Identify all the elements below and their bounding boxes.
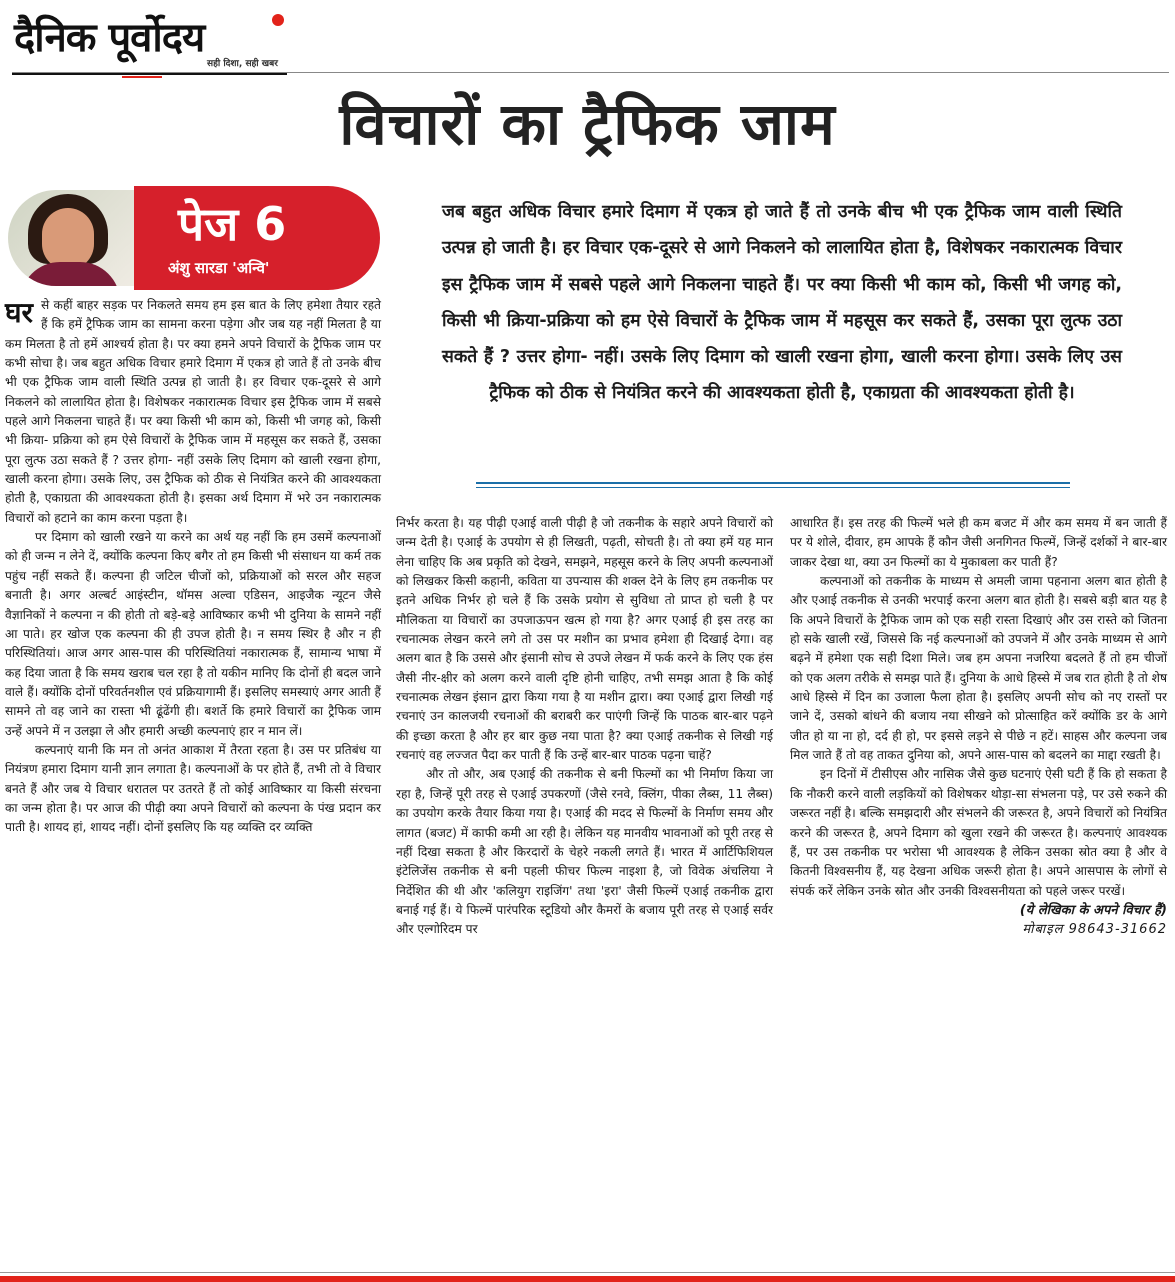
paragraph: घर से कहीं बाहर सड़क पर निकलते समय हम इस बात के लिए हमेशा तैयार रहते हैं कि हमें ट्रैफिक जाम का सामना करना पड़ेगा और जब यह नहीं मिलता है या कम मिलता है तो हमें आश्चर्य होता है। पर क्या हमने अपने विचारों के ट्रैफिक जाम पर कभी सोचा है। जब बहुत अधिक विचार हमारे दिमाग में एकत्र हो जाते हैं तो उनके बीच भी एक ट्रैफिक जाम वाली स्थिति उत्पन्न हो जाती है। हर विचार एक-दूसरे से आगे निकलने को लालायित होता है। विशेषकर नकारात्मक विचार इस ट्रैफिक जाम में सबसे पहले आगे निकलना चाहते हैं। पर क्या किसी भी काम को, किसी भी जगह को, किसी भी क्रिया- प्रक्रिया को हम ऐसे विचारों के ट्रैफिक जाम में महसूस कर सकते हैं, उसका पूरा लुत्फ उठा सकते हैं ? उत्तर होगा- नहीं उसके लिए दिमाग को खाली रखना होगा, खाली करना होगा। उसके लिए, उस ट्रैफिक को ठीक से नियंत्रित करने की आवश्यकता होती है, एकाग्रता की आवश्यकता होती है। इसका अर्थ दिमाग में भरे उन नकारात्मक विचारों को हटाने का काम करना पड़ता है। [5, 296, 381, 525]
paragraph: इन दिनों में टीसीएस और नासिक जैसे कुछ घटनाएं ऐसी घटी हैं कि हो सकता है कि नौकरी करने वाली लड़कियों को विशेषकर थोड़ा-सा संभलना पड़े, पर उसे रुकने की जरूरत नहीं है। बल्कि समझदारी और संभलने की जरूरत है, अपने विचारों को नियंत्रित करने की जरूरत है, अपने दिमाग को खुला रखने की जरूरत है। कल्पनाएं आवश्यक हैं, पर उस तकनीक पर भरोसा भी आवश्यक है लेकिन उसका स्रोत क्या है और वे कितनी विश्वसनीय हैं, यह देखना अधिक जरूरी होता है। अपने आसपास के लोगों से संपर्क करें लेकिन उनके स्रोत और उनकी विश्वसनीयता को पहले जरूर परखें। [790, 767, 1167, 898]
author-mobile: मोबाइल 98643-31662 [1022, 922, 1167, 938]
author-name: अंशु सारडा 'अन्वि' [168, 259, 270, 277]
page-label: पेज 6 [178, 197, 287, 251]
top-divider [12, 72, 1169, 73]
intro-paragraph: जब बहुत अधिक विचार हमारे दिमाग में एकत्र हो जाते हैं तो उनके बीच भी एक ट्रैफिक जाम वाली स्थिति उत्पन्न हो जाती है। हर विचार एक-दूसरे से आगे निकलने को लालायित होता है, विशेषकर नकारात्मक विचार इस ट्रैफिक जाम में सबसे पहले आगे निकलना चाहते हैं। पर क्या किसी भी काम को, किसी भी जगह को, किसी भी क्रिया-प्रक्रिया को हम ऐसे विचारों के ट्रैफिक जाम में महसूस कर सकते हैं, उसका पूरा लुत्फ उठा सकते हैं ? उत्तर होगा- नहीं। उसके लिए दिमाग को खाली रखना होगा, खाली करना होगा। उसके लिए उस ट्रैफिक को ठीक से नियंत्रित करने की आवश्यकता होती है, एकाग्रता की आवश्यकता होती है। [442, 202, 1122, 404]
paragraph: कल्पनाओं को तकनीक के माध्यम से अमली जामा पहनाना अलग बात होती है और एआई तकनीक से उनकी भरपाई करना अलग बात होती है। सबसे बड़ी बात यह है कि अपने विचारों के ट्रैफिक जाम को एक सही रास्ता दिखाएं और उस रास्ते को जितना हो सके खाली रखें, जिससे कि नई कल्पनाओं को उपजने में और उनके माध्यम से आगे बढ़ने में हमेशा एक सही दिशा मिले। जब हम अपना नजरिया बदलते हैं तो हम चीजों को एक अलग तरीके से समझ पाते हैं। दुनिया के आधे हिस्से में जब रात होती है तो शेष आधे हिस्से में दिन का उजाला फैला होता है। इसलिए अपनी सोच को नए रास्तों पर जाने दें, उसको बांधने की बजाय नया सीखने को प्रोत्साहित करें क्योंकि डर के आगे जीत हो या ना हो, दर्द ही हो, पर इससे लड़ने से पीछे न हटें। साहस और कल्पना जब मिल जाते हैं तो वह ताकत दुनिया को, अपने आस-पास को बदलने का माद्दा रखती है। [790, 574, 1168, 763]
paragraph: पर दिमाग को खाली रखने या करने का अर्थ यह नहीं कि हम उसमें कल्पनाओं को ही जन्म न लेने दें, क्योंकि कल्पना किए बगैर तो हम किसी भी संसाधन या कर्म तक पहुंच नहीं सकते हैं। कल्पना ही जटिल चीजों को, प्रक्रियाओं को सरल और सहज बनाती है। अगर अल्बर्ट आइंस्टीन, थॉमस अल्वा एडिसन, आइजैक न्यूटन जैसे वैज्ञानिकों ने कल्पना न की होती तो बड़े-बड़े आविष्कार कभी भी दुनिया के सामने नहीं आ पाते। हर खोज एक कल्पना की ही उपज होती है। न समय स्थिर है और न ही परिस्थितियां। आज अगर आस-पास की परिस्थितियां नकारात्मक हैं, सामान्य भाषा में कह दिया जाता है कि समय खराब चल रहा है तो यकीन मानिए कि दोनों ही बदल जाने वाले हैं। क्योंकि दोनों परिवर्तनशील एवं प्रक्रियागामी हैं। इसलिए समस्याएं अगर आती हैं सामने तो वह जाने का रास्ता भी ढूंढेंगी ही। बशर्ते कि हमारे विचारों का ट्रैफिक जाम उन्हें अपने में न उलझा ले और हमारी अच्छी कल्पनाएं हार न मान लें। [5, 530, 381, 738]
article-headline: विचारों का ट्रैफिक जाम [339, 90, 836, 158]
paragraph: आधारित हैं। इस तरह की फिल्में भले ही कम बजट में और कम समय में बन जाती हैं पर ये शोले, दीवार, हम आपके हैं कौन जैसी अनगिनत फिल्में, जिन्हें दर्शकों ने बार-बार जाकर देखा था, क्या उन फिल्मों का ये मुकाबला कर पाती हैं? [790, 516, 1167, 569]
drop-cap: घर [5, 296, 34, 329]
intro-divider [476, 482, 1070, 484]
masthead-red-rule [122, 76, 162, 78]
bottom-red-bar [0, 1276, 1175, 1282]
newspaper-logo: दैनिक पूर्वोदय [14, 15, 205, 61]
author-photo [8, 190, 138, 286]
bottom-rule [0, 1272, 1175, 1273]
author-signoff: (ये लेखिका के अपने विचार हैं) [1019, 902, 1167, 918]
byline-block [8, 186, 380, 290]
paragraph: निर्भर करता है। यह पीढ़ी एआई वाली पीढ़ी है जो तकनीक के सहारे अपने विचारों को जन्म देती है। एआई के उपयोग से ही लिखती, पढ़ती, सोचती है। तो क्या हमें यह मान लेना चाहिए कि अब प्रकृति को देखने, समझने, महसूस करने के लिए अपनी कल्पनाओं को लिखकर किसी कहानी, कविता या उपन्यास की शक्ल देने के लिए हम तकनीक पर इतने अधिक निर्भर हो चले हैं कि उसके प्रयोग से सुविधा तो प्राप्त हो चली है पर मौलिकता या विचारों का उपजाऊपन खत्म हो गया है? अगर एआई ही इस तरह का रचनात्मक लेखन करने लगे तो उस पर मशीन का प्रभाव हमेशा ही दिखाई देगा। वह अलग बात है कि उससे और इंसानी सोच से उपजे लेखन में फर्क करने के लिए एक हंस जैसी नीर-क्षीर को अलग करने वाली दृष्टि होनी चाहिए, तभी समझ आता है कि कोई रचनात्मक लेखन इंसान द्वारा किया गया है या मशीन द्वारा। क्या एआई द्वारा लिखी गई रचनाएं उन कालजयी रचनाओं की बराबरी कर पाएंगी जिन्हें कि पाठक बार-बार पढ़ने की इच्छा करता है और हर बार कुछ नया पाता है? क्या एआई तकनीक से लिखी गई रचनाएं वह लज्जत पैदा कर पाती हैं कि उन्हें बार-बार पाठक पढ़ना चाहें? [396, 516, 773, 763]
masthead-tagline: सही दिशा, सही खबर [207, 59, 278, 69]
masthead [12, 8, 287, 74]
paragraph: कल्पनाएं यानी कि मन तो अनंत आकाश में तैरता रहता है। उस पर प्रतिबंध या नियंत्रण हमारा दिमाग यानी ज्ञान लगाता है। कल्पनाओं के पर होते हैं, तभी तो वे विचार बनते हैं और जब ये विचार धरातल पर उतरते हैं तो कोई आविष्कार या किसी संरचना का जन्म होता है। पर आज की पीढ़ी क्या अपने विचारों को कल्पना के पंख प्रदान कर पाती है। शायद हां, शायद नहीं। दोनों इसलिए कि यह व्यक्ति दर व्यक्ति [5, 742, 381, 835]
article-column-2 [396, 514, 773, 940]
paragraph: और तो और, अब एआई की तकनीक से बनी फिल्मों का भी निर्माण किया जा रहा है, जिन्हें पूरी तरह से एआई उपकरणों (जैसे रनवे, क्लिंग, पीका लैब्स, 11 लैब्स) का उपयोग करके तैयार किया गया है। एआई की मदद से फिल्मों के निर्माण समय और लागत (बजट) में काफी कमी आ रही है। लेकिन यह मानवीय भावनाओं को पूरी तरह से नहीं दिखा सकता है और किरदारों के चेहरे नकली लगते हैं। भारत में आर्टिफिशियल इंटेलिजेंस तकनीक से बनी पहली फीचर फिल्म नाइशा है, जो विवेक अंचलिया ने निर्देशित की थी और 'कलियुग राइजिंग' तथा 'इरा' जैसी फिल्में एआई तकनीक द्वारा बनाई गई हैं। ये फिल्में पारंपरिक स्टूडियो और कैमरों के बजाय पूरी तरह से एआई सर्वर और एल्गोरिदम पर [396, 767, 773, 937]
logo-dot-icon [272, 14, 284, 26]
article-column-1 [5, 296, 381, 838]
article-column-3 [790, 514, 1167, 940]
intro-divider-thin [476, 487, 1070, 488]
